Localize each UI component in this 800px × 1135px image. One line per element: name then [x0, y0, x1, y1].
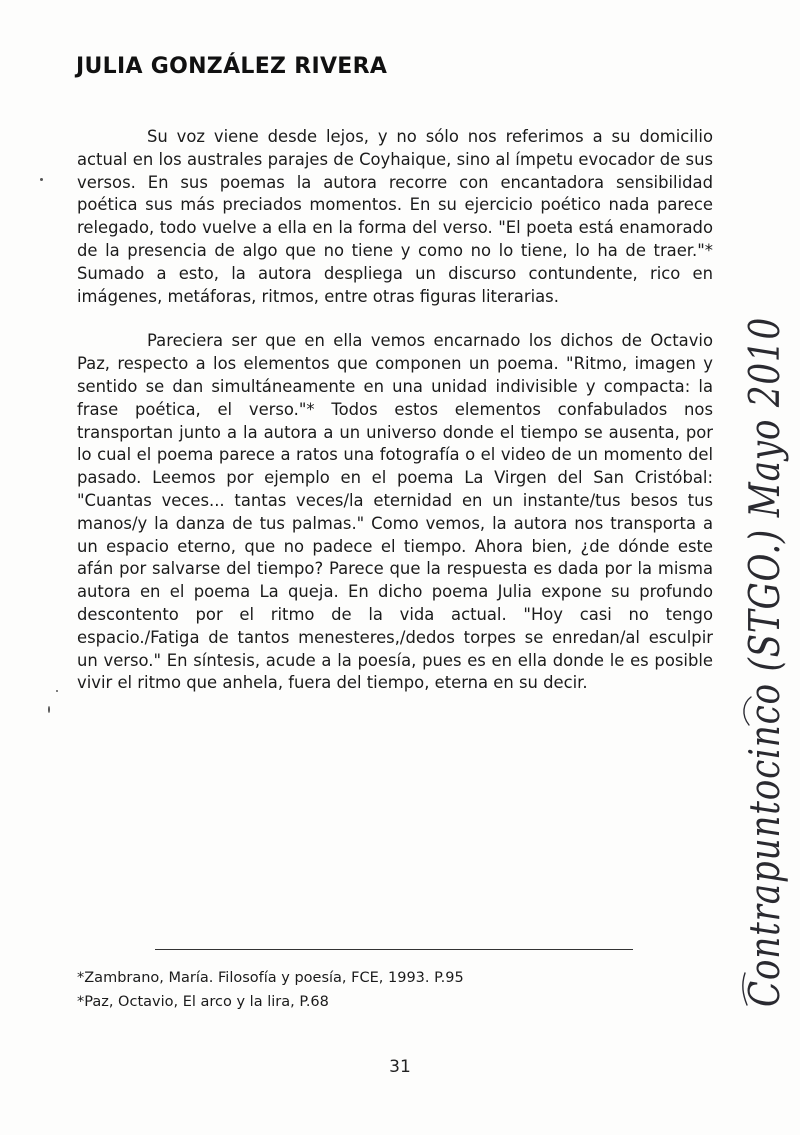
footnote-1: *Zambrano, María. Filosofía y poesía, FCE, 1993. P.95 [77, 970, 464, 986]
margin-handwritten-note [735, 305, 795, 1015]
scan-speck [56, 690, 58, 692]
paragraph-2: Pareciera ser que en ella vemos encarnado los dichos de Octavio Paz, respecto a los elementos que componen un poema. "Ritmo, imagen y sentido se dan simultáneamente en una unidad indivisible y compacta: la frase poética, el verso."* Todos estos elementos confabulados nos transportan junto a la autora a un universo donde el tiempo se ausenta, por lo cual el poema parece a ratos una fotografía o el video de un momento del pasado. Leemos por ejemplo en el poema La Virgen del San Cristóbal: "Cuantas veces... tantas veces/la eternidad en un instante/tus besos tus manos/y la danza de tus palmas." Como vemos, la autora nos transporta a un espacio eterno, que no padece el tiempo. Ahora bien, ¿de dónde este afán por salvarse del tiempo? Parece que la respuesta es dada por la misma autora en el poema La queja. En dicho poema Julia expone su profundo descontento por el ritmo de la vida actual. "Hoy casi no tengo espacio./Fatiga de tantos menesteres,/dedos torpes se enredan/al esculpir un verso." En síntesis, acude a la poesía, pues es en ella donde le es posible vivir el ritmo que anhela, fuera del tiempo, eterna en su decir. [77, 331, 713, 693]
margin-handwriting-text: Contrapuntocinco (STGO.) Mayo 2010 [740, 305, 789, 1007]
author-heading: JULIA GONZÁLEZ RIVERA [76, 54, 388, 79]
footnote-2: *Paz, Octavio, El arco y la lira, P.68 [77, 994, 329, 1010]
footnotes [77, 966, 637, 1014]
page-number: 31 [389, 1057, 411, 1077]
scan-speck [40, 178, 43, 181]
scan-speck [48, 706, 50, 713]
paragraph-1: Su voz viene desde lejos, y no sólo nos referimos a su domicilio actual en los australes parajes de Coyhaique, sino al ímpetu evocador de sus versos. En sus poemas la autora recorre con encantadora sensibilidad poética sus más preciados momentos. En su ejercicio poético nada parece relegado, todo vuelve a ella en la forma del verso. "El poeta está enamorado de la presencia de algo que no tiene y como no lo tiene, lo ha de traer."* Sumado a esto, la autora despliega un discurso contundente, rico en imágenes, metáforas, ritmos, entre otras figuras literarias. [77, 127, 713, 306]
footnote-divider [155, 949, 633, 950]
body-text [77, 126, 713, 717]
